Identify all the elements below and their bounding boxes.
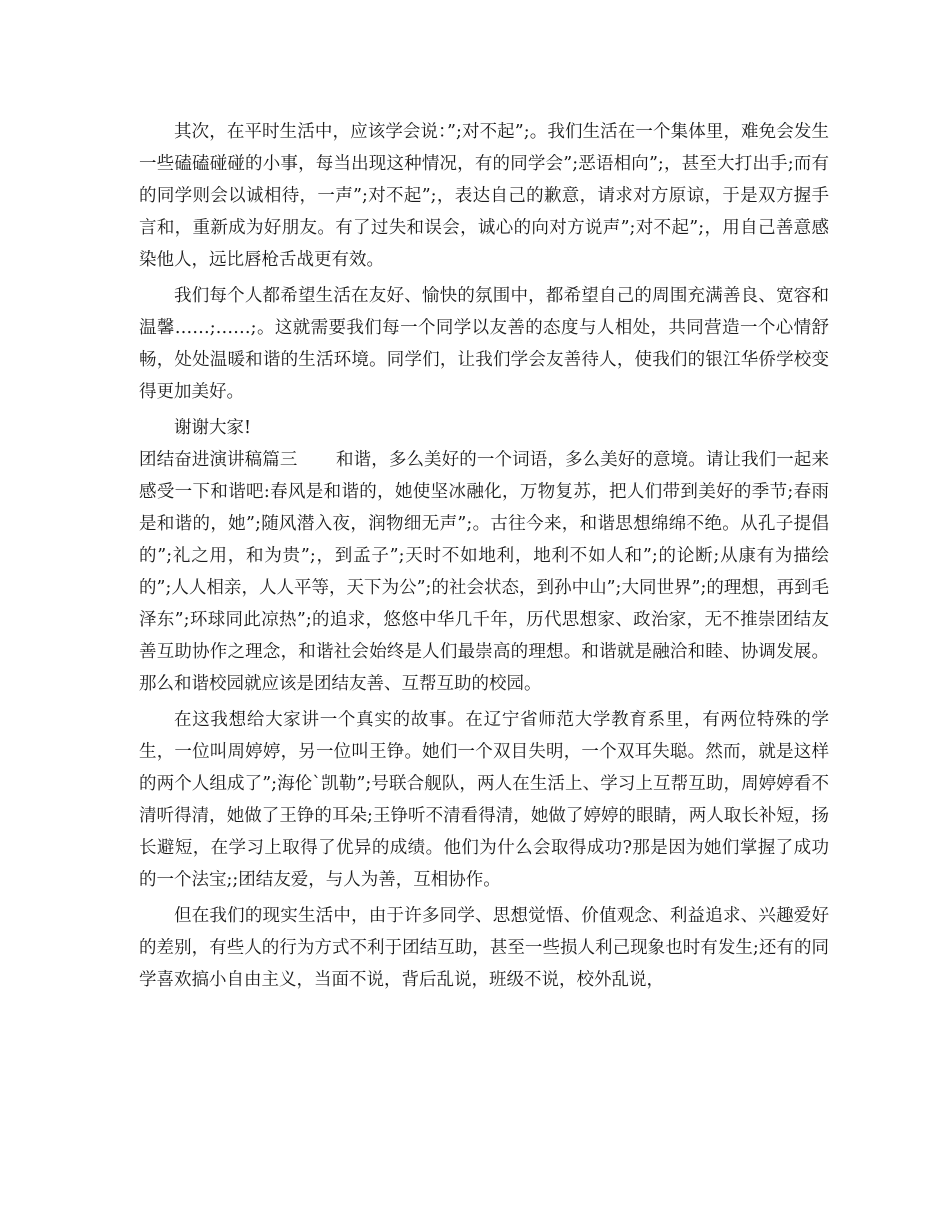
paragraph-apology: 其次，在平时生活中，应该学会说：”;对不起”;。我们生活在一个集体里，难免会发生一些磕磕碰碰的小事，每当出现这种情况，有的同学会”;恶语相向”;，甚至大打出手;而有的同学则会以诚相待，一声”;对不起”;，表达自己的歉意，请求对方原谅，于是双方握手言和，重新成为好朋友。有了过失和误会，诚心的向对方说声”;对不起”;，用自己善意感染他人，远比唇枪舌战更有效。 [139,122,829,270]
document-body [139,116,829,1000]
paragraph-reality: 但在我们的现实生活中，由于许多同学、思想觉悟、价值观念、利益追求、兴趣爱好的差别，有些人的行为方式不利于团结互助，甚至一些损人利己现象也时有发生;还有的同学喜欢搞小自由主义，当面不说，背后乱说，班级不说，校外乱说， [139,906,829,990]
section-heading: 团结奋进演讲稿篇三 [139,450,298,470]
paragraph-story: 在这我想给大家讲一个真实的故事。在辽宁省师范大学教育系里，有两位特殊的学生，一位叫周婷婷，另一位叫王铮。她们一个双目失明，一个双耳失聪。然而，就是这样的两个人组成了”;海伦`凯勒”;号联合舰队，两人在生活上、学习上互帮互助，周婷婷看不清听得清，她做了王铮的耳朵;王铮听不清看得清，她做了婷婷的眼睛，两人取长补短，扬长避短，在学习上取得了优异的成绩。他们为什么会取得成功?那是因为她们掌握了成功的一个法宝;;团结友爱，与人为善，互相协作。 [139,710,829,890]
paragraph-harmony-wish: 我们每个人都希望生活在友好、愉快的氛围中，都希望自己的周围充满善良、宽容和温馨……;……;。这就需要我们每一个同学以友善的态度与人相处，共同营造一个心情舒畅，处处温暖和谐的生活环境。同学们，让我们学会友善待人，使我们的银江华侨学校变得更加美好。 [139,286,829,402]
section-three [139,444,829,700]
section-lead-text: 和谐，多么美好的一个词语，多么美好的意境。请让我们一起来感受一下和谐吧:春风是和谐的，她使坚冰融化，万物复苏，把人们带到美好的季节;春雨是和谐的，她”;随风潜入夜，润物细无声”;。古往今来，和谐思想绵绵不绝。从孔子提倡的”;礼之用，和为贵”;，到孟子”;天时不如地利，地利不如人和”;的论断;从康有为描绘的”;人人相亲，人人平等，天下为公”;的社会状态，到孙中山”;大同世界”;的理想，再到毛泽东”;环球同此凉热”;的追求，悠悠中华几千年，历代思想家、政治家，无不推崇团结友善互助协作之理念，和谐社会始终是人们最崇高的理想。和谐就是融洽和睦、协调发展。那么和谐校园就应该是团结友善、互帮互助的校园。 [139,450,829,694]
paragraph-thanks: 谢谢大家! [174,418,252,438]
